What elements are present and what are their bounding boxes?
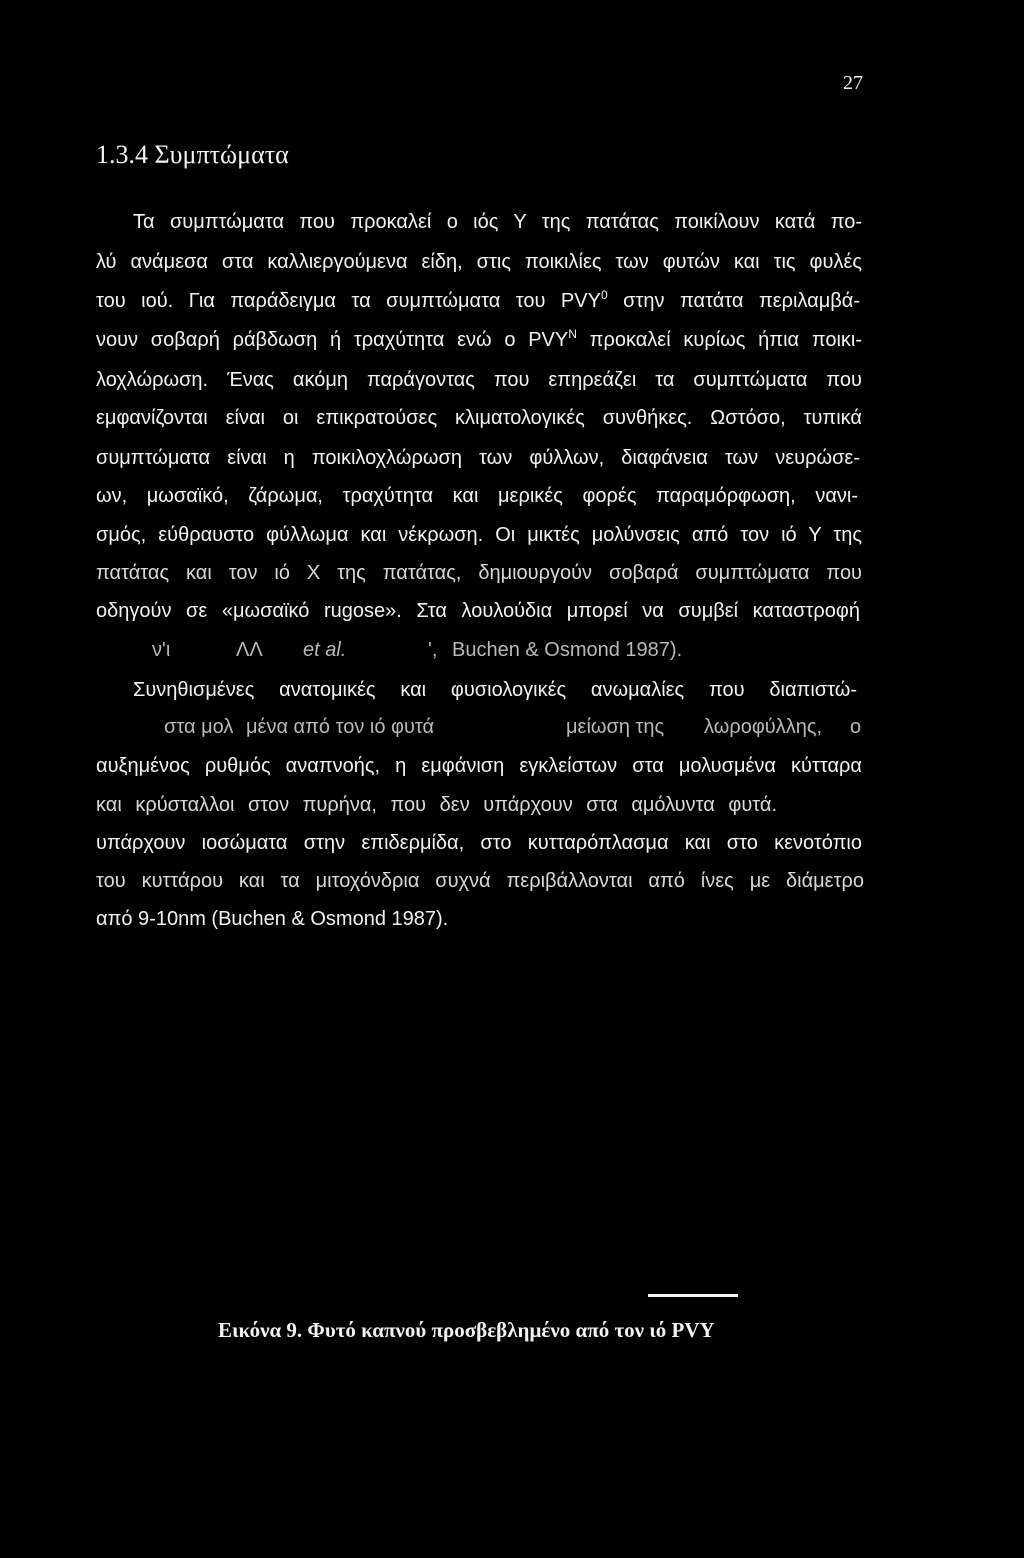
text-span: προκαλεί κυρίως ήπια ποικι- <box>576 329 862 351</box>
text-fragment: μείωση της <box>566 716 665 738</box>
text-line: εμφανίζονται είναι οι επικρατούσες κλιματολογικές συνθήκες. Ωστόσο, τυπικά <box>96 407 862 429</box>
superscript: N <box>568 327 577 341</box>
text-fragment: ν'ι <box>152 639 171 661</box>
text-line: Συνηθισμένες ανατομικές και φυσιολογικές ανωμαλίες που διαπιστώ- <box>133 679 857 701</box>
caption-rule <box>648 1294 738 1297</box>
text-fragment: ο <box>850 716 862 738</box>
page-number: 27 <box>843 72 863 94</box>
text-fragment: στα μολ <box>164 716 234 738</box>
text-line: και κρύσταλλοι στον πυρήνα, που δεν υπάρχουν στα αμόλυντα φυτά. <box>96 794 777 816</box>
text-fragment: et al. <box>303 639 347 661</box>
text-span: στην πατάτα περιλαμβά- <box>607 290 860 312</box>
text-line: υπάρχουν ιοσώματα στην επιδερμίδα, στο κυτταρόπλασμα και στο κενοτόπιο <box>96 832 862 854</box>
text-line: συμπτώματα είναι η ποικιλοχλώρωση των φύλλων, διαφάνεια των νευρώσε- <box>96 447 860 469</box>
text-line: λοχλώρωση. Ένας ακόμη παράγοντας που επηρεάζει τα συμπτώματα που <box>96 369 862 391</box>
text-line: σμός, εύθραυστο φύλλωμα και νέκρωση. Οι μικτές μολύνσεις από τον ιό Υ της <box>96 524 862 546</box>
superscript: 0 <box>600 288 608 302</box>
text-fragment: Buchen & Osmond 1987). <box>452 639 683 661</box>
text-line: πατάτας και τον ιό Χ της πατάτας, δημιουργούν σοβαρά συμπτώματα που <box>96 562 862 584</box>
text-line: λύ ανάμεσα στα καλλιεργούμενα είδη, στις ποικιλίες των φυτών και τις φυλές <box>96 251 862 273</box>
text-line-degraded <box>0 714 1024 740</box>
text-fragment: μένα από τον ιό φυτά <box>246 716 435 738</box>
figure-caption: Εικόνα 9. Φυτό καπνού προσβεβλημένο από τον ιό PVY <box>218 1318 715 1342</box>
text-line: από 9-10nm (Buchen & Osmond 1987). <box>96 908 449 930</box>
text-span: του ιού. Για παράδειγμα τα συμπτώματα του PVY <box>96 290 601 312</box>
section-heading: 1.3.4 Συμπτώματα <box>96 140 289 169</box>
text-line: Τα συμπτώματα που προκαλεί ο ιός Υ της πατάτας ποικίλουν κατά πο- <box>133 211 862 233</box>
text-fragment: ΛΛ <box>236 639 263 661</box>
text-fragment: λωροφύλλης, <box>704 716 823 738</box>
text-line: ων, μωσαϊκό, ζάρωμα, τραχύτητα και μερικές φορές παραμόρφωση, νανι- <box>96 485 858 507</box>
text-span: νουν σοβαρή ράβδωση ή τραχύτητα ενώ ο PVY <box>96 329 569 351</box>
text-line: αυξημένος ρυθμός αναπνοής, η εμφάνιση εγκλείστων στα μολυσμένα κύτταρα <box>96 755 862 777</box>
text-line <box>96 288 860 314</box>
text-fragment: ', <box>428 639 438 661</box>
text-line-degraded <box>0 637 1024 663</box>
text-line: οδηγούν σε «μωσαϊκό rugose». Στα λουλούδια μπορεί να συμβεί καταστροφή <box>96 600 860 622</box>
text-line: του κυττάρου και τα μιτοχόνδρια συχνά περιβάλλονται από ίνες με διάμετρο <box>96 870 864 892</box>
text-line <box>96 327 862 353</box>
